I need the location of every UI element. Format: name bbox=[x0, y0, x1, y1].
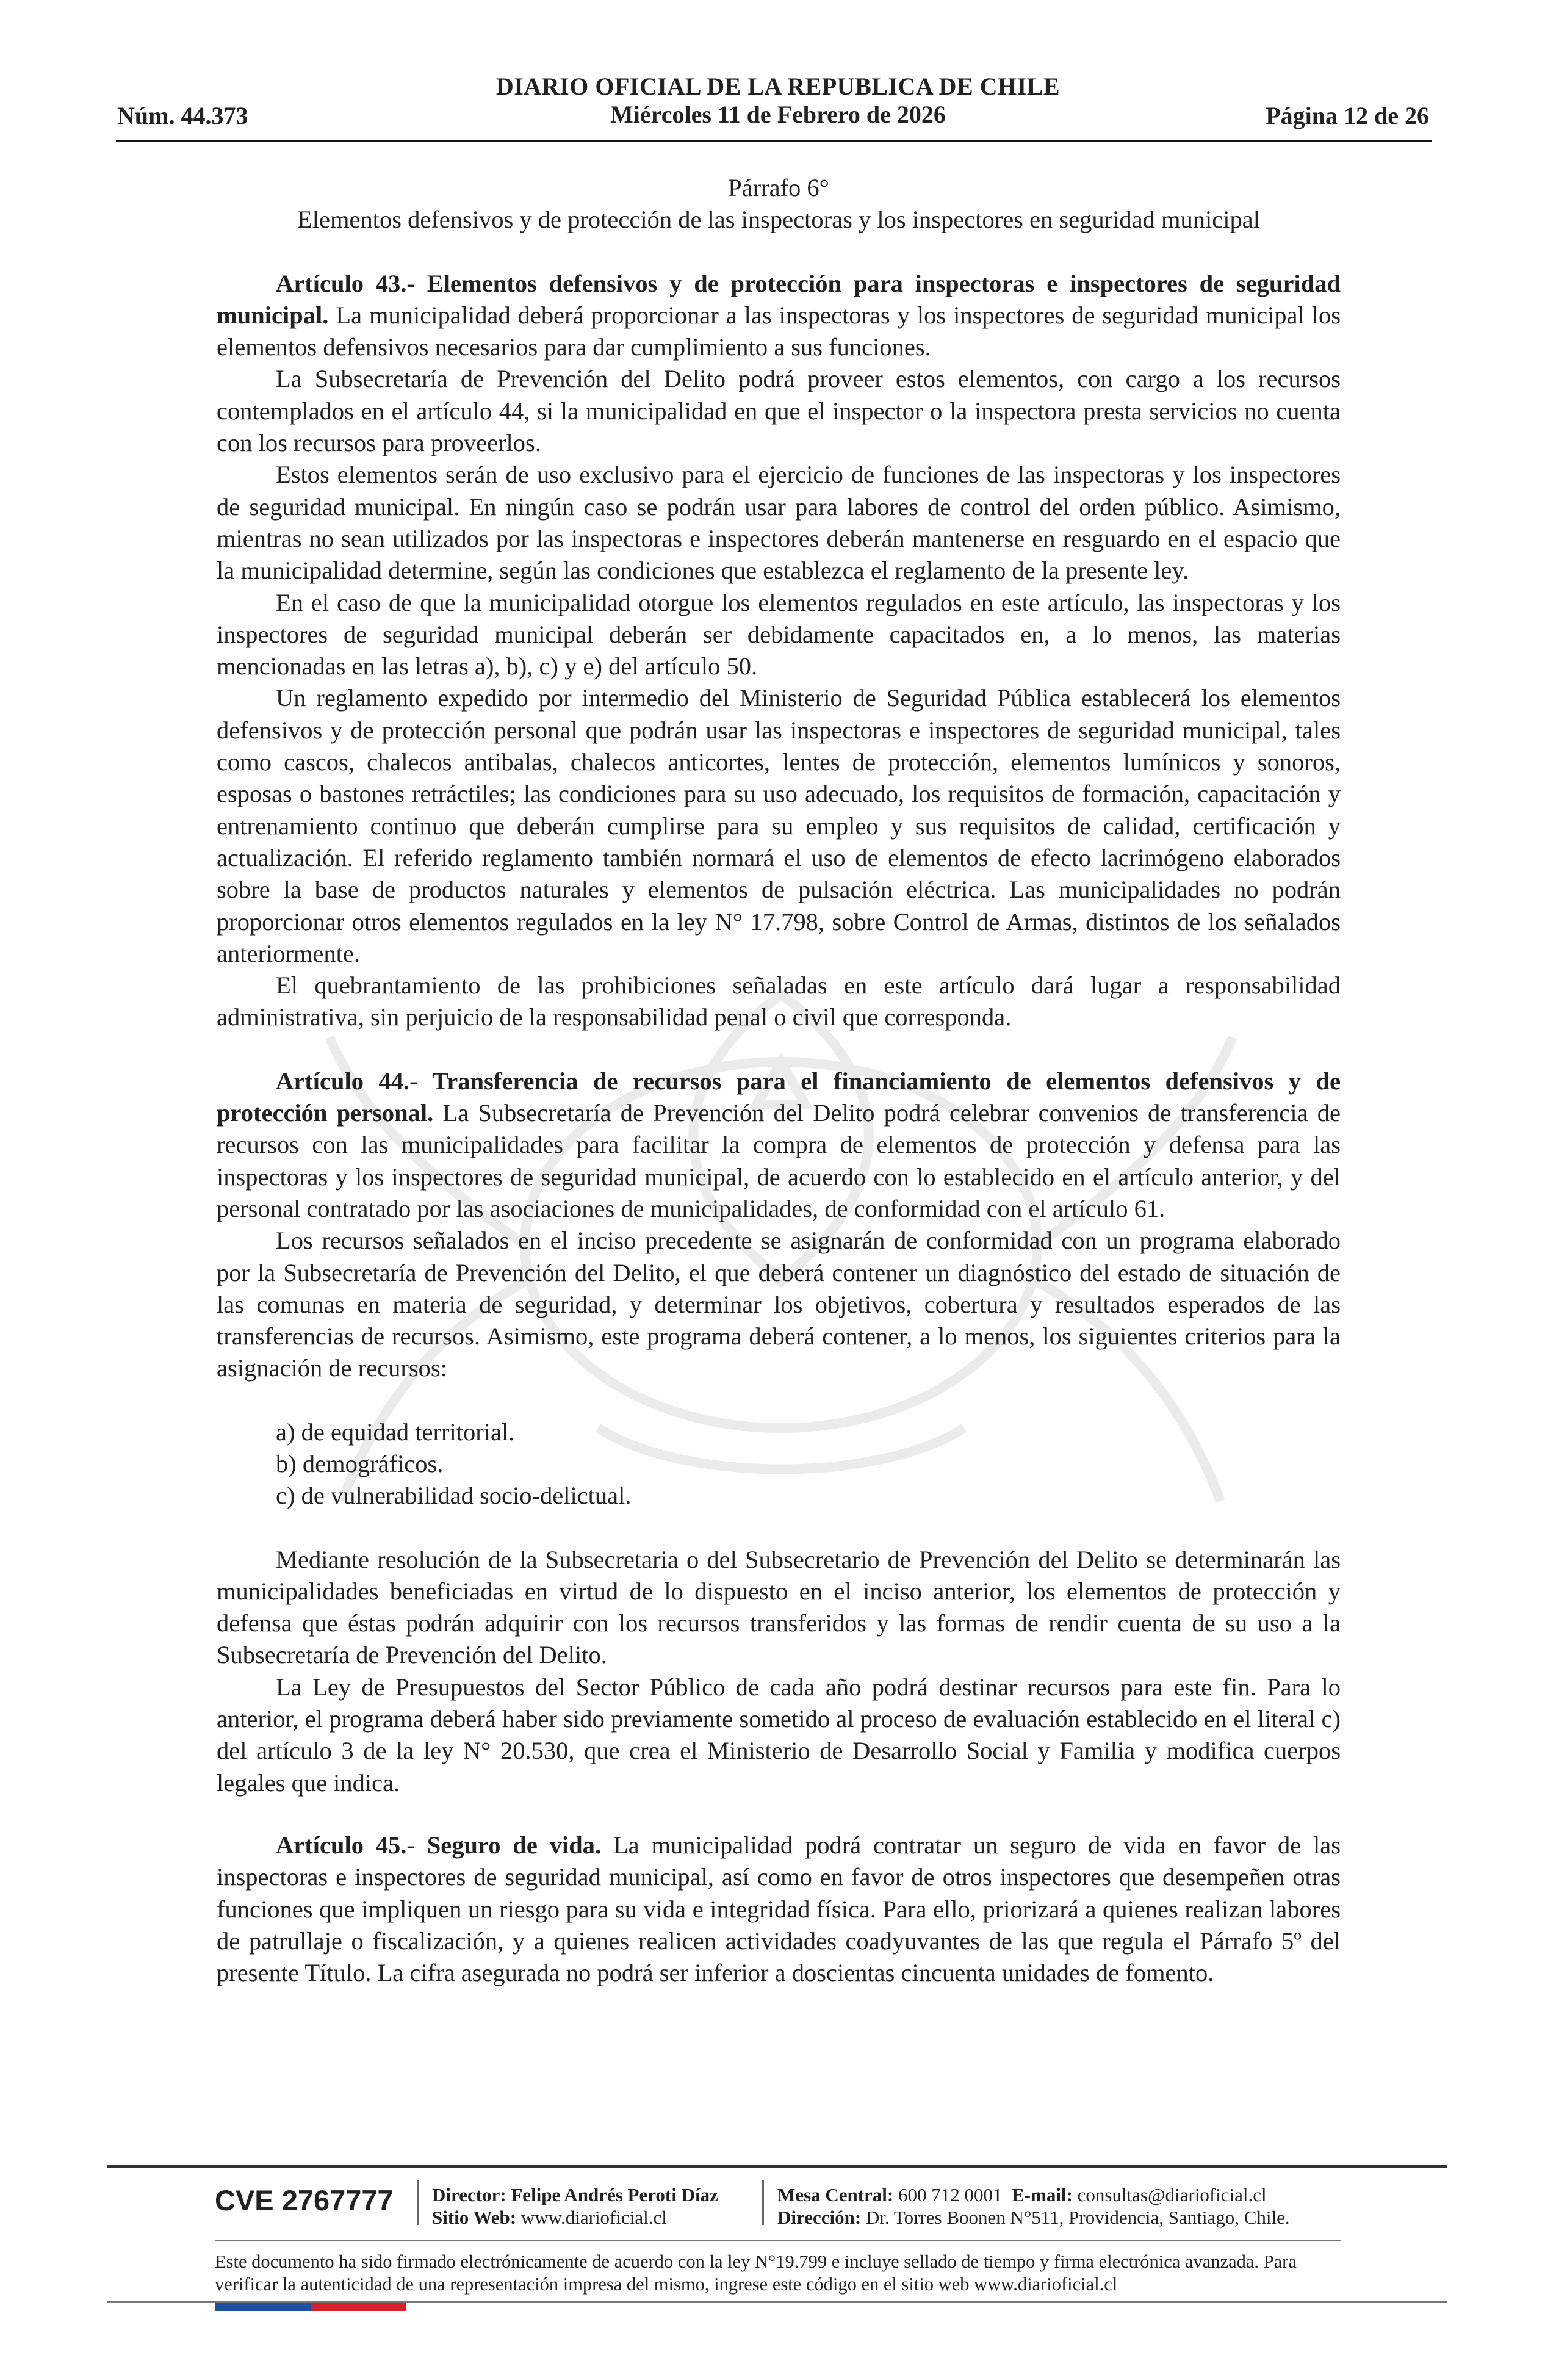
cve-code: CVE 2767777 bbox=[215, 2184, 394, 2216]
director-name: Felipe Andrés Peroti Díaz bbox=[511, 2184, 718, 2205]
website-link[interactable]: www.diarioficial.cl bbox=[520, 2207, 667, 2228]
footer-contact-office: Mesa Central: 600 712 0001 E-mail: consultas@diarioficial.cl Dirección: Dr. Torres Boonen N°511, Providencia, Santiago, Chile. bbox=[777, 2184, 1290, 2228]
legal-notice: Este documento ha sido firmado electrónicamente de acuerdo con la ley N°19.799 e incluye sellado de tiempo y firma electrónica avanzada. Para verificar la autenticidad de una representación impresa del mismo, ingrese este código en el sitio web www.diarioficial.cl bbox=[215, 2251, 1297, 2295]
article-44-paragraph-2: Los recursos señalados en el inciso precedente se asignarán de conformidad con un programa elaborado por la Subsecretaría de Prevención del Delito, el que deberá contener un diagnóstico del estado de situación de las comunas en materia de seguridad, y determinar los objetivos, cobertura y resultados esperados de las transferencias de recursos. Asimismo, este programa deberá contener, a lo menos, los siguientes criterios para la asignación de recursos: bbox=[217, 1227, 1341, 1382]
article-43-paragraph-4: En el caso de que la municipalidad otorgue los elementos regulados en este artículo, las inspectoras y los inspectores de seguridad municipal deberán ser debidamente capacitados en, a lo menos, las materias mencionadas en las letras a), b), c) y e) del artículo 50. bbox=[217, 588, 1341, 680]
section-paragraph-label: Párrafo 6° bbox=[728, 174, 829, 201]
article-43-paragraph-2: La Subsecretaría de Prevención del Delito podrá proveer estos elementos, con cargo a los recursos contemplados en el artículo 44, si la municipalidad en que el inspector o la inspectora presta servicios no cuenta con los recursos para proveerlos. bbox=[217, 365, 1341, 457]
article-43-paragraph-3: Estos elementos serán de uso exclusivo para el ejercicio de funciones de las inspectoras y los inspectores de seguridad municipal. En ningún caso se podrán usar para labores de control del orden público. Asimismo, mientras no sean utilizados por las inspectoras e inspectores deberán mantenerse en resguardo en el espacio que la municipalidad determine, según las condiciones que establezca el reglamento de la presente ley. bbox=[217, 461, 1341, 585]
criteria-list-item: a) de equidad territorial. bbox=[276, 1418, 515, 1446]
header-rule bbox=[116, 140, 1432, 142]
criteria-list-item: c) de vulnerabilidad socio-delictual. bbox=[276, 1482, 632, 1510]
issue-number: Núm. 44.373 bbox=[117, 102, 248, 129]
section-title: Elementos defensivos y de protección de las inspectoras y los inspectores en seguridad municipal bbox=[297, 206, 1260, 234]
address: Dr. Torres Boonen N°511, Providencia, Santiago, Chile. bbox=[865, 2207, 1290, 2228]
article-44-paragraph-1: Artículo 44.- Transferencia de recursos para el financiamiento de elementos defensivos y de protección personal. La Subsecretaría de Prevención del Delito podrá celebrar convenios de transferencia de recursos con las municipalidades para facilitar la compra de elementos de protección y defensa para las inspectoras y los inspectores de seguridad municipal, de acuerdo con lo establecido en el artículo anterior, y del personal contratado por las asociaciones de municipalidades, de conformidad con el artículo 61. bbox=[217, 1067, 1341, 1222]
document-body bbox=[217, 172, 1341, 1989]
article-45-paragraph-1: Artículo 45.- Seguro de vida. La municipalidad podrá contratar un seguro de vida en favor de las inspectoras e inspectores de seguridad municipal, así como en favor de otros inspectores que desempeñen otras funciones que impliquen un riesgo para su vida e integridad física. Para ello, priorizará a quienes realizan labores de patrullaje o fiscalización, y a quienes realicen actividades coadyuvantes de las que regula el Párrafo 5º del presente Título. La cifra asegurada no podrá ser inferior a doscientas cincuenta unidades de fomento. bbox=[217, 1831, 1341, 1987]
article-44-heading: Artículo 44.- Transferencia de recursos para el financiamiento de elementos defensivos y de protección personal. bbox=[217, 1067, 1341, 1127]
flag-stripe-blue bbox=[215, 2303, 311, 2311]
article-43-paragraph-5: Un reglamento expedido por intermedio del Ministerio de Seguridad Pública establecerá los elementos defensivos y de protección personal que podrán usar las inspectoras e inspectores de seguridad municipal, tales como cascos, chalecos antibalas, chalecos anticortes, lentes de protección, elementos lumínicos y sonoros, esposas o bastones retráctiles; las condiciones para su uso adecuado, los requisitos de formación, capacitación y entrenamiento continuo que deberán cumplirse para su empleo y sus requisitos de calidad, certificación y actualización. El referido reglamento también normará el uso de elementos de efecto lacrimógeno elaborados sobre la base de productos naturales y elementos de pulsación eléctrica. Las municipalidades no podrán proporcionar otros elementos regulados en la ley N° 17.798, sobre Control de Armas, distintos de los señalados anteriormente. bbox=[217, 684, 1341, 967]
footer-rule-middle bbox=[215, 2240, 1341, 2241]
phone-number: 600 712 0001 bbox=[898, 2184, 1003, 2205]
issue-date: Miércoles 11 de Febrero de 2026 bbox=[610, 101, 946, 128]
article-44-paragraph-4: La Ley de Presupuestos del Sector Público de cada año podrá destinar recursos para este fin. Para lo anterior, el programa deberá haber sido previamente sometido al proceso de evaluación establecido en el literal c) del artículo 3 de la ley N° 20.530, que crea el Ministerio de Desarrollo Social y Familia y modifica cuerpos legales que indica. bbox=[217, 1673, 1341, 1797]
article-43-heading: Artículo 43.- Elementos defensivos y de protección para inspectoras e inspectores de seguridad municipal. bbox=[217, 269, 1341, 329]
criteria-list-item: b) demográficos. bbox=[276, 1449, 444, 1477]
footer-contact-director: Director: Felipe Andrés Peroti Díaz Sitio Web: www.diarioficial.cl bbox=[432, 2184, 718, 2228]
footer-separator bbox=[417, 2180, 419, 2225]
article-45-heading: Artículo 45.- Seguro de vida. bbox=[276, 1831, 602, 1859]
footer-separator bbox=[762, 2180, 764, 2225]
page-number: Página 12 de 26 bbox=[1266, 102, 1429, 129]
article-43-paragraph-6: El quebrantamiento de las prohibiciones señaladas en este artículo dará lugar a responsabilidad administrativa, sin perjuicio de la responsabilidad penal o civil que corresponda. bbox=[217, 972, 1341, 1031]
email-link[interactable]: consultas@diarioficial.cl bbox=[1077, 2184, 1267, 2205]
footer-rule-top bbox=[107, 2165, 1447, 2168]
flag-stripe-red bbox=[311, 2303, 406, 2311]
article-44-paragraph-3: Mediante resolución de la Subsecretaria o del Subsecretario de Prevención del Delito se determinarán las municipalidades beneficiadas en virtud de lo dispuesto en el inciso anterior, los elementos de protección y defensa que éstas podrán adquirir con los recursos transferidos y las formas de rendir cuenta de su uso a la Subsecretaría de Prevención del Delito. bbox=[217, 1545, 1341, 1669]
journal-title: DIARIO OFICIAL DE LA REPUBLICA DE CHILE bbox=[495, 73, 1061, 100]
article-43-paragraph-1: Artículo 43.- Elementos defensivos y de protección para inspectoras e inspectores de seguridad municipal. La municipalidad deberá proporcionar a las inspectoras y los inspectores de seguridad municipal los elementos defensivos necesarios para dar cumplimiento a sus funciones. bbox=[217, 269, 1341, 361]
